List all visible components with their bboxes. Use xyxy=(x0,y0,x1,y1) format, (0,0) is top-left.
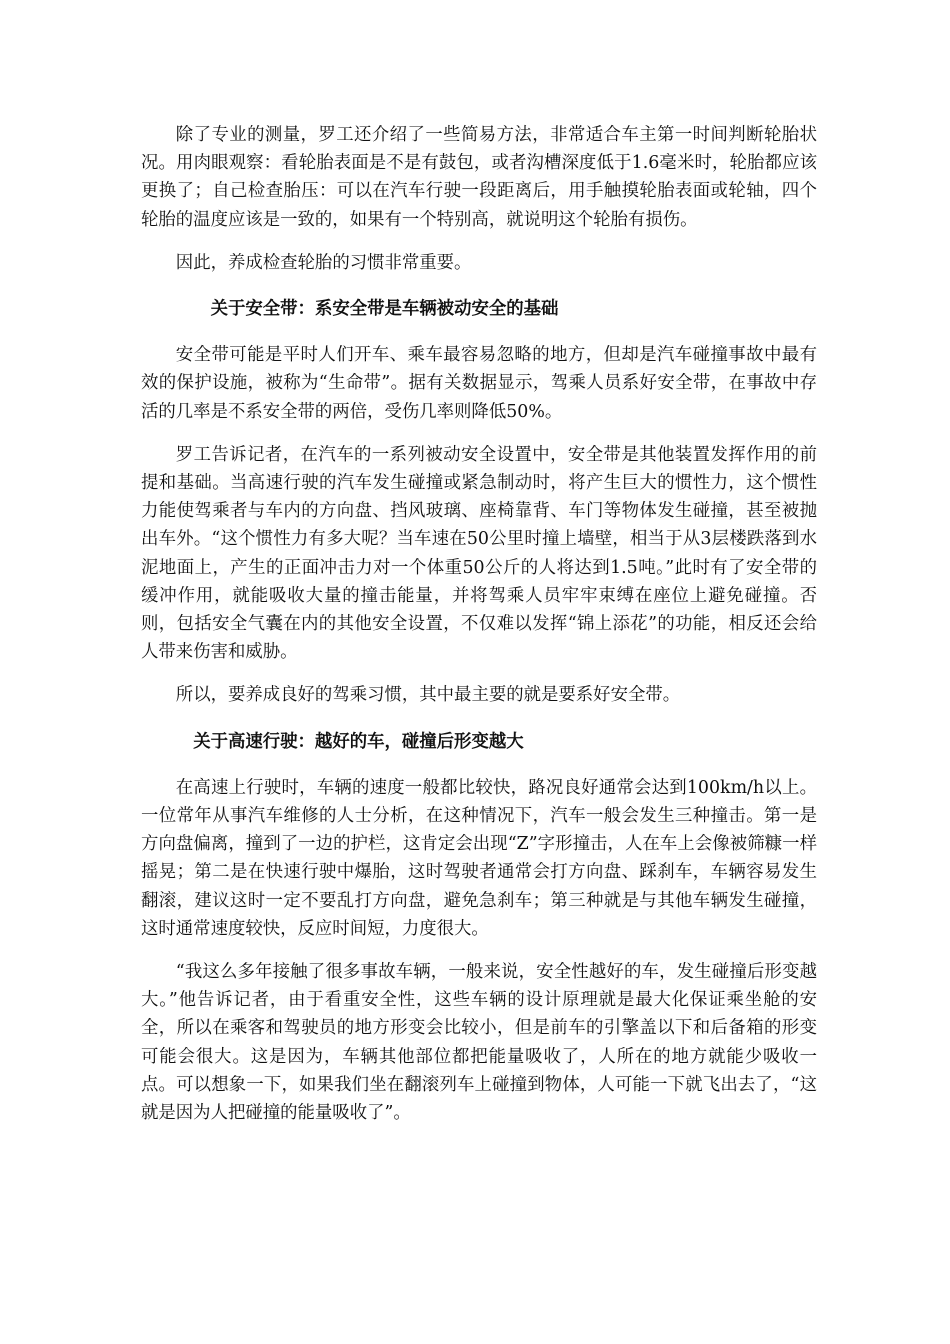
paragraph-gap xyxy=(141,756,817,774)
paragraph-gap xyxy=(141,710,817,728)
paragraph-gap xyxy=(141,234,817,249)
section-heading-seatbelt: 关于安全带：系安全带是车辆被动安全的基础 xyxy=(210,299,559,320)
paragraph-seatbelt-importance: 安全带可能是平时人们开车、乘车最容易忽略的地方，但却是汽车碰撞事故中最有效的保护设施，被称为“生命带”。据有关数据显示，驾乘人员系好安全带，在事故中存活的几率是不系安全带的两倍，受伤几率则降低50%。 xyxy=(141,345,817,422)
section-heading-highway: 关于高速行驶：越好的车，碰撞后形变越大 xyxy=(193,731,524,752)
article-body xyxy=(141,121,817,1127)
paragraph-tire-simple-check: 除了专业的测量，罗工还介绍了一些简易方法，非常适合车主第一时间判断轮胎状况。用肉眼观察：看轮胎表面是不是有鼓包，或者沟槽深度低于1.6毫米时，轮胎都应该更换了；自己检查胎压：可以在汽车行驶一段距离后，用手触摸轮胎表面或轮轴，四个轮胎的温度应该是一致的，如果有一个特别高，就说明这个轮胎有损伤。 xyxy=(141,125,817,230)
paragraph-gap xyxy=(141,426,817,441)
paragraph-gap xyxy=(141,277,817,295)
paragraph-highway-collisions: 在高速上行驶时，车辆的速度一般都比较快，路况良好通常会达到100km/h以上。一位常年从事汽车维修的人士分析，在这种情况下，汽车一般会发生三种撞击。第一是方向盘偏离，撞到了一边的护栏，这肯定会出现“Z”字形撞击，人在车上会像被筛糠一样摇晃；第二是在快速行驶中爆胎，这时驾驶者通常会打方向盘、踩刹车，车辆容易发生翻滚，建议这时一定不要乱打方向盘，避免急刹车；第三种就是与其他车辆发生碰撞，这时通常速度较快，反应时间短，力度很大。 xyxy=(141,777,817,939)
paragraph-gap xyxy=(141,666,817,681)
paragraph-gap xyxy=(141,943,817,958)
paragraph-deformation-quote: “我这么多年接触了很多事故车辆，一般来说，安全性越好的车，发生碰撞后形变越大。”他告诉记者，由于看重安全性，这些车辆的设计原理就是最大化保证乘坐舱的安全，所以在乘客和驾驶员的地方形变会比较小，但是前车的引擎盖以下和后备箱的形变可能会很大。这是因为，车辆其他部位都把能量吸收了，人所在的地方就能少吸收一点。可以想象一下，如果我们坐在翻滚列车上碰撞到物体，人可能一下就飞出去了，“这就是因为人把碰撞的能量吸收了”。 xyxy=(141,962,817,1124)
paragraph-tire-habit: 因此，养成检查轮胎的习惯非常重要。 xyxy=(175,252,472,273)
paragraph-gap xyxy=(141,323,817,341)
paragraph-seatbelt-habit: 所以，要养成良好的驾乘习惯，其中最主要的就是要系好安全带。 xyxy=(175,685,681,706)
paragraph-seatbelt-inertia: 罗工告诉记者，在汽车的一系列被动安全设置中，安全带是其他装置发挥作用的前提和基础。当高速行驶的汽车发生碰撞或紧急制动时，将产生巨大的惯性力，这个惯性力能使驾乘者与车内的方向盘、挡风玻璃、座椅靠背、车门等物体发生碰撞，甚至被抛出车外。“这个惯性力有多大呢？当车速在50公里时撞上墙壁，相当于从3层楼跌落到水泥地面上，产生的正面冲击力对一个体重50公斤的人将达到1.5吨。”此时有了安全带的缓冲作用，就能吸收大量的撞击能量，并将驾乘人员牢牢束缚在座位上避免碰撞。否则，包括安全气囊在内的其他安全设置，不仅难以发挥“锦上添花”的功能，相反还会给人带来伤害和威胁。 xyxy=(141,444,817,663)
